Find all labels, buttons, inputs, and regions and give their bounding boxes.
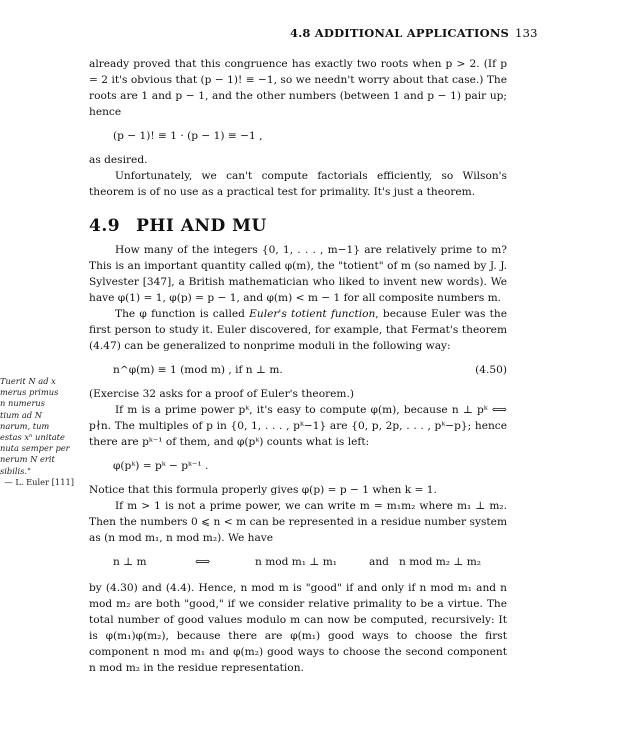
margin-line: tium ad N — [0, 409, 42, 420]
equation-part: n ⊥ m — [113, 556, 147, 568]
paragraph: as desired. — [89, 154, 148, 166]
paragraph: Notice that this formula properly gives φ(p) = p − 1 when k = 1. — [89, 484, 437, 496]
margin-line: Tuerit N ad x — [0, 376, 56, 386]
paragraph: If m is a prime power pᵏ, it's easy to compute φ(m), because n ⊥ pᵏ ⟺ p∤n. The multiples of p in {0, 1, . . . , pᵏ−1} are {0, p, 2p, . . . , pᵏ−p}; hence there are pᵏ⁻¹ of them, and φ(pᵏ) counts what is left: — [89, 404, 507, 448]
margin-line: sibilis." — [0, 465, 31, 476]
margin-line: estas xⁿ unitate — [0, 432, 65, 443]
text-run: , because Euler was the first person to study it. Euler discovered, for example, that Fermat's theorem (4.47) can be generalized to nonprime moduli in the following way: — [89, 308, 507, 352]
paragraph: Unfortunately, we can't compute factorials efficiently, so Wilson's theorem is of no use as a practical test for primality. It's just a theorem. — [89, 170, 507, 198]
margin-quote — [0, 376, 80, 488]
margin-line: n numerus — [0, 398, 46, 409]
equation: (p − 1)! ≡ 1 · (p − 1) ≡ −1 , — [113, 130, 263, 142]
equation-part: n mod m₁ ⊥ m₁ — [255, 556, 338, 568]
section-heading — [89, 218, 507, 234]
section-title: PHI AND MU — [136, 216, 267, 236]
header-section: 4.8 ADDITIONAL APPLICATIONS — [290, 26, 510, 40]
paragraph: (Exercise 32 asks for a proof of Euler's theorem.) — [89, 388, 354, 400]
margin-line: narum, tum — [0, 420, 50, 431]
paragraph: by (4.30) and (4.4). Hence, n mod m is "good" if and only if n mod m₁ and n mod m₂ are both "good," if we consider relative primality to be a virtue. The total number of good values modulo m can now be computed, recursively: It is φ(m₁)φ(m₂), because there are φ(m₁) good ways to choose the first component n mod m₁ and φ(m₂) good ways to choose the second component n mod m₂ in the residue representation. — [89, 582, 507, 674]
running-header — [290, 26, 550, 40]
equation: φ(pᵏ) = pᵏ − pᵏ⁻¹ . — [113, 460, 209, 472]
margin-line: nerum N erit — [0, 454, 55, 465]
equation-row — [89, 362, 507, 378]
equation-part: n mod m₂ ⊥ m₂ — [399, 556, 482, 568]
paragraph: already proved that this congruence has exactly two roots when p > 2. (If p = 2 it's obvious that (p − 1)! ≡ −1, so we needn't worry about that case.) The roots are 1 and p − 1, and the other numbers (between 1 and p − 1) pair up; hence — [89, 58, 507, 118]
equation-part: ⟺ — [195, 556, 211, 568]
margin-line: merus primus — [0, 387, 59, 398]
equation-tag: (4.50) — [475, 364, 507, 376]
equivalence-display — [113, 554, 507, 570]
equation: n^φ(m) ≡ 1 (mod m) , if n ⊥ m. — [113, 364, 283, 376]
emphasis: Euler's totient function — [249, 308, 376, 320]
section-number: 4.9 — [89, 216, 121, 236]
page-number: 133 — [515, 26, 538, 40]
paragraph: How many of the integers {0, 1, . . . , m−1} are relatively prime to m? This is an important quantity called φ(m), the "totient" of m (so named by J. J. Sylvester [347], a British mathematician who liked to invent new words). We have φ(1) = 1, φ(p) = p − 1, and φ(m) < m − 1 for all composite numbers m. — [89, 244, 507, 304]
text-run: The φ function is called — [115, 308, 250, 320]
main-text — [89, 56, 507, 676]
paragraph: If m > 1 is not a prime power, we can write m = m₁m₂ where m₁ ⊥ m₂. Then the numbers 0 ⩽ n < m can be represented in a residue number system as (n mod m₁, n mod m₂). We have — [89, 500, 507, 544]
equation-part: and — [369, 556, 389, 568]
margin-line: nuta semper per — [0, 443, 70, 454]
margin-citation: — L. Euler [111] — [4, 476, 74, 487]
paragraph — [89, 306, 507, 354]
